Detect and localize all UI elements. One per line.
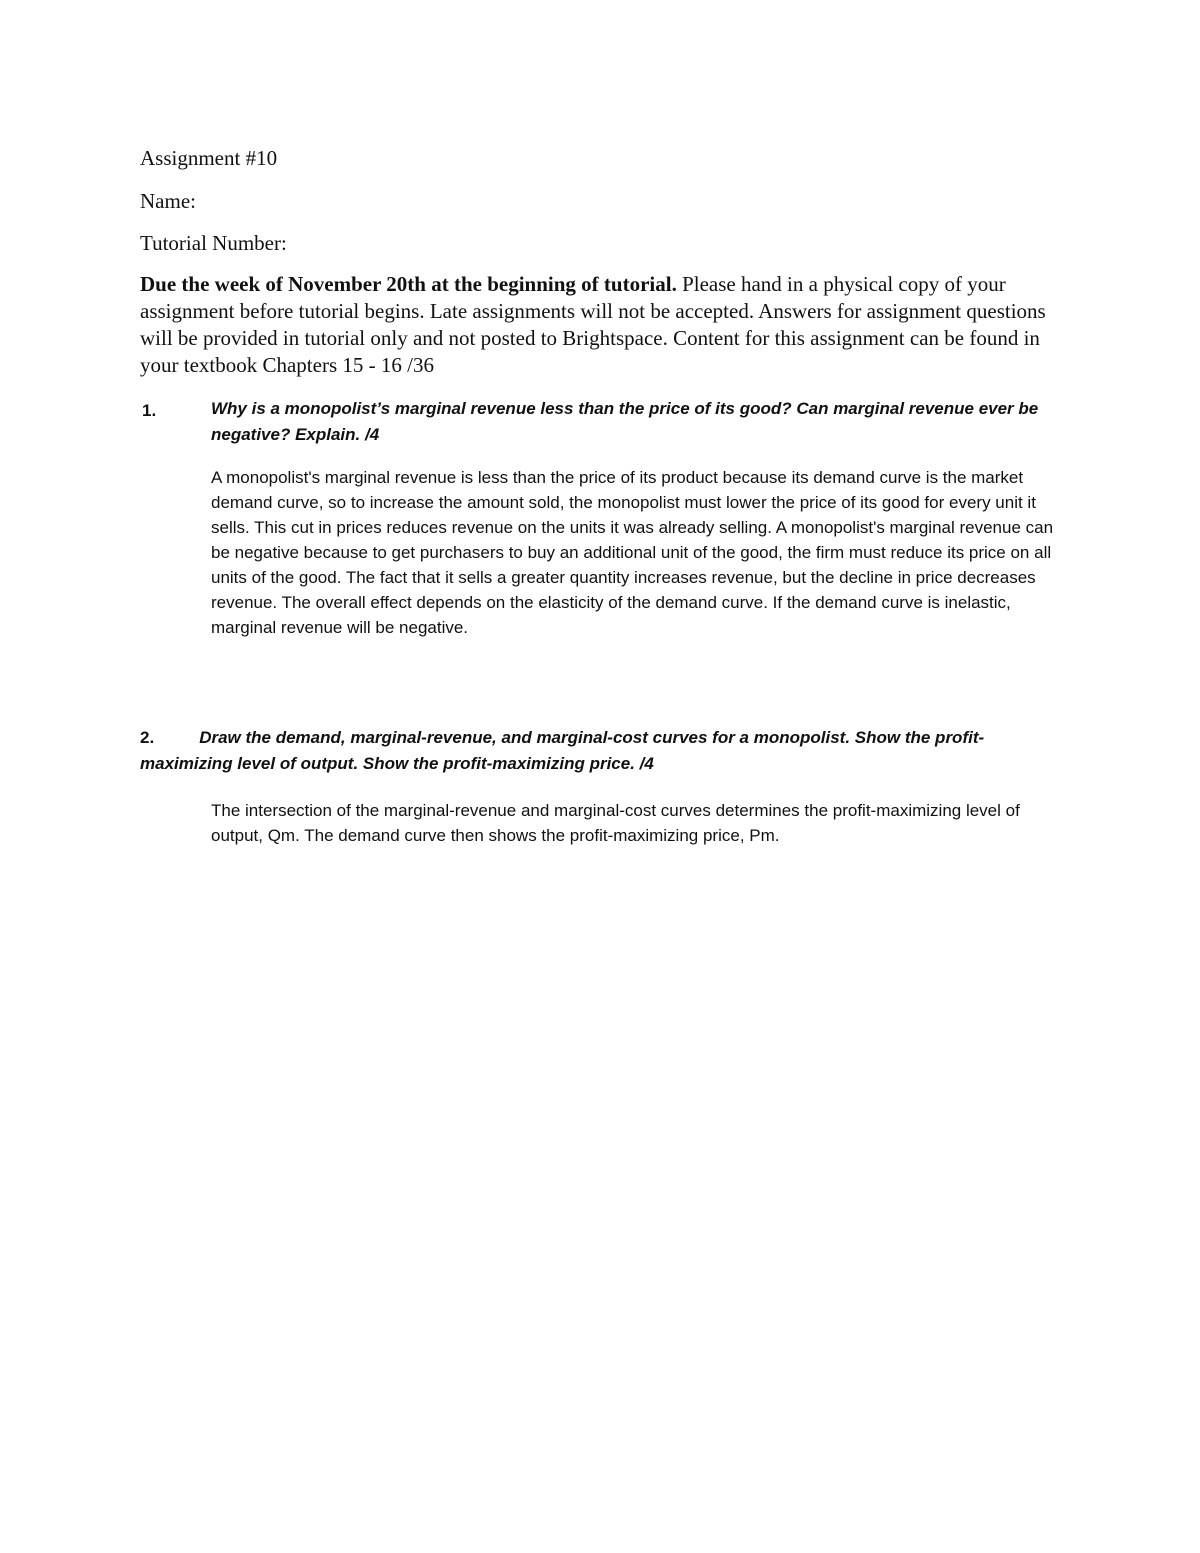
question-2-number: 2. (140, 728, 155, 747)
name-label: Name: (140, 189, 196, 213)
answer-1-text: A monopolist's marginal revenue is less than the price of its product because its demand curve is the market demand curve, so to increase the amount sold, the monopolist must lower the price of its good for every unit it sells. This cut in prices reduces revenue on the units it was already selling. A monopolist's marginal revenue can be negative because to get purchasers to buy an additional unit of the good, the firm must reduce its price on all units of the good. The fact that it sells a greater quantity increases revenue, but the decline in price decreases revenue. The overall effect depends on the elasticity of the demand curve. If the demand curve is inelastic, marginal revenue will be negative. (211, 468, 1054, 637)
tutorial-number-label: Tutorial Number: (140, 231, 287, 255)
instructions-paragraph (140, 271, 1065, 379)
question-2-text: Draw the demand, marginal-revenue, and marginal-cost curves for a monopolist. Show the profit-maximizing level of output. Show the profit-maximizing price. /4 (140, 728, 985, 773)
due-date-statement: Due the week of November 20th at the beginning of tutorial. (140, 272, 677, 296)
question-1-number: 1. (142, 401, 157, 420)
answer-2-text: The intersection of the marginal-revenue and marginal-cost curves determines the profit-maximizing level of output, Qm. The demand curve then shows the profit-maximizing price, Pm. (211, 801, 1020, 845)
question-1-text: Why is a monopolist’s marginal revenue less than the price of its good? Can marginal revenue ever be negative? Explain. /4 (211, 399, 1039, 444)
assignment-title: Assignment #10 (140, 146, 278, 170)
instructions-body: Please hand in a physical copy of your assignment before tutorial begins. Late assignments will not be accepted. Answers for assignment questions will be provided in tutorial only and not posted to Brightspace. Content for this assignment can be found in your textbook Chapters 15 - 16 /36 (140, 272, 1046, 377)
question-2 (140, 725, 1040, 776)
